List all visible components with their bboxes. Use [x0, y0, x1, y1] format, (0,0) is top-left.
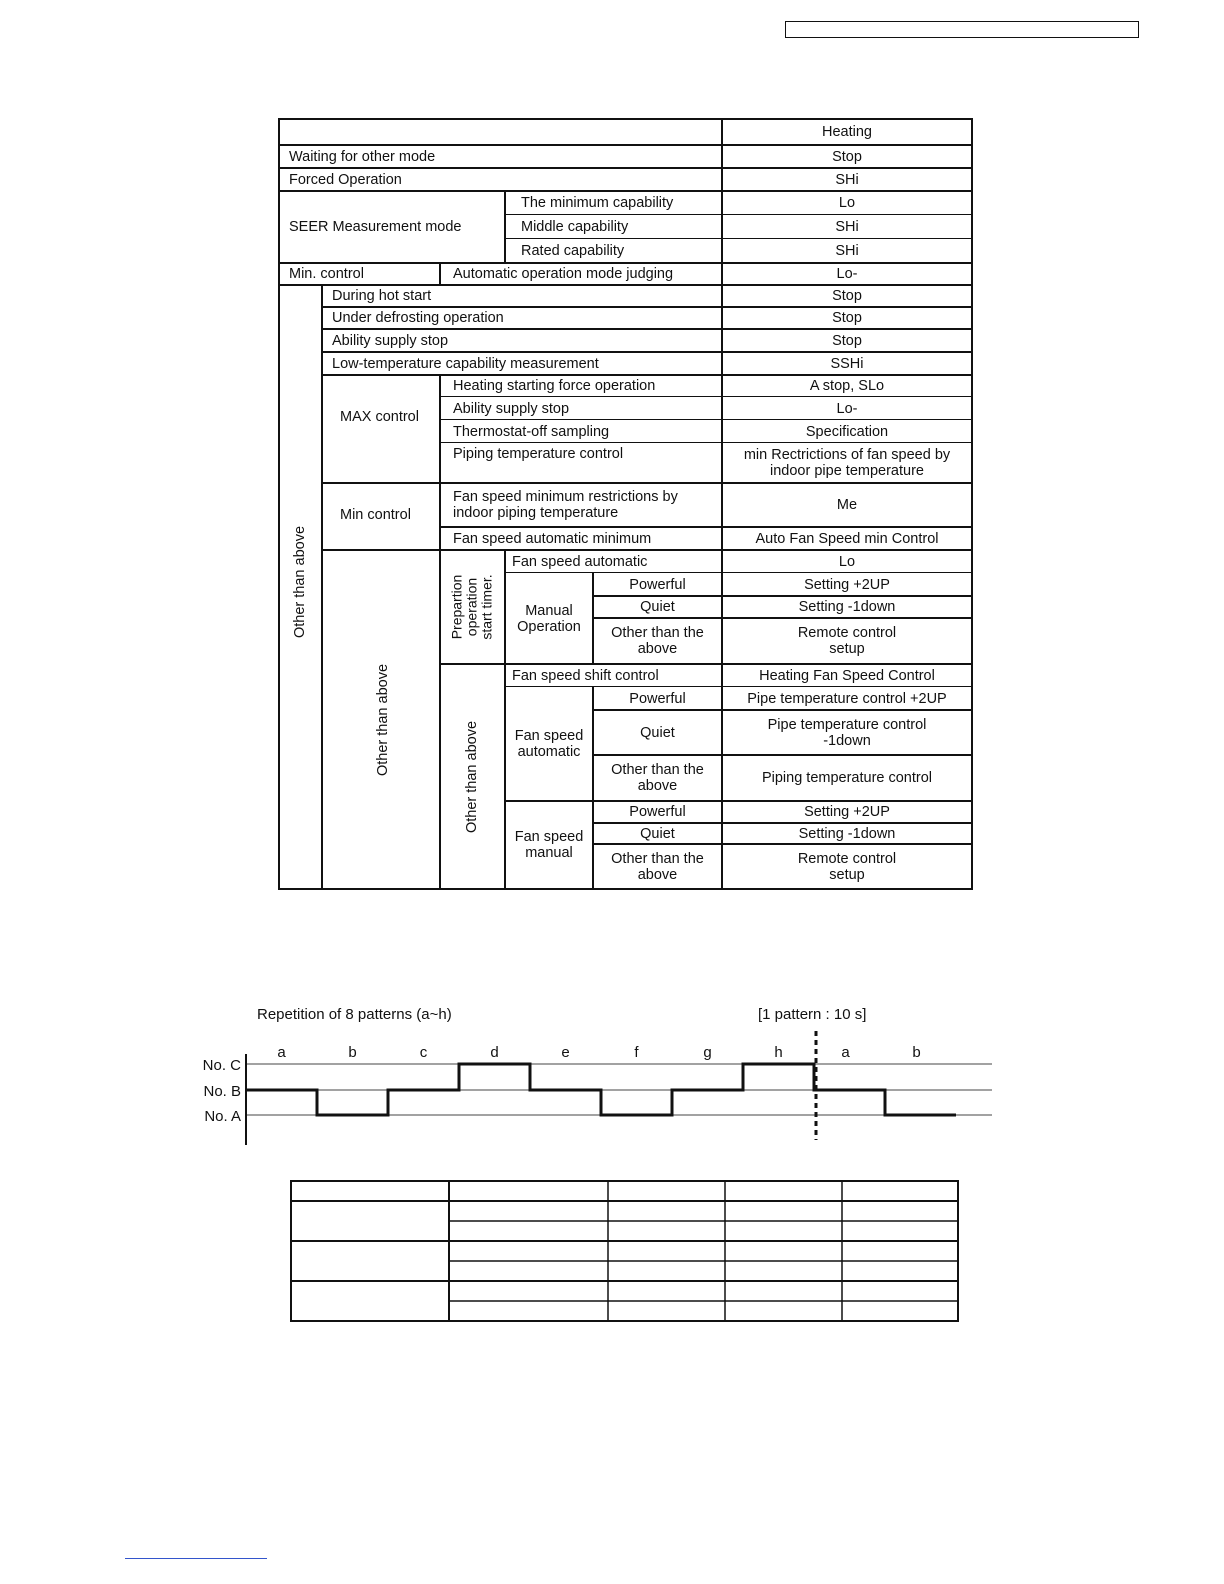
max-r4-value [722, 443, 972, 483]
grid-line [593, 617, 973, 619]
grid-line [322, 328, 973, 330]
prep-auto-value: Lo [838, 553, 856, 570]
heating-header: Heating [822, 124, 872, 140]
fmanual-other-label-line2: above [637, 866, 678, 883]
max-r1-value: A stop, SLo [809, 378, 885, 394]
ability-label: Ability supply stop [332, 332, 449, 349]
prep-other-value [722, 618, 972, 664]
pattern-label: d [490, 1044, 499, 1061]
grid-line [322, 549, 973, 551]
other2-label-vertical: Other than above [375, 663, 391, 777]
waveform-period: [1 pattern : 10 s] [758, 1006, 867, 1023]
fauto-label-line1: Fan speed [514, 728, 584, 744]
fmanual-other-value [722, 844, 972, 889]
prep-powerful-value: Setting +2UP [804, 576, 890, 593]
prep-quiet-value: Setting -1down [798, 599, 896, 615]
fmanual-other-label-line1: Other than the [611, 850, 704, 867]
prep-powerful-label: Powerful [629, 576, 686, 593]
grid-line [278, 167, 973, 169]
row-label-waiting: Waiting for other mode [289, 148, 436, 165]
prep-manual-label-line2: Operation [517, 618, 581, 635]
prep-auto-label: Fan speed automatic [512, 553, 648, 570]
grid-line [593, 595, 973, 597]
fmanual-label [505, 801, 593, 889]
lowtemp-label: Low-temperature capability measurement [332, 355, 599, 372]
pattern-label: g [703, 1044, 712, 1061]
other3-label-vertical: Other than above [464, 720, 480, 834]
fauto-quiet-value-line1: Pipe temperature control [767, 716, 927, 733]
prep-label-line3: start timer. [478, 574, 495, 640]
level-label: No. A [204, 1108, 241, 1125]
max-control-label: MAX control [340, 409, 419, 425]
max-r2-value: Lo- [836, 400, 858, 417]
max-r3-value: Specification [805, 423, 889, 440]
pattern-label: b [348, 1044, 357, 1061]
grid-line [504, 549, 506, 889]
seer-min-value: Lo [838, 195, 856, 211]
pattern-label: e [561, 1044, 570, 1061]
fauto-other-label [593, 755, 722, 801]
grid-line [440, 442, 973, 443]
prep-manual-label-line1: Manual [525, 602, 573, 619]
pattern-label: f [634, 1044, 639, 1061]
grid-line [440, 419, 973, 420]
fmanual-label-line1: Fan speed [514, 829, 584, 845]
grid-line [322, 306, 973, 308]
footer-link-line [125, 1558, 267, 1559]
pattern-label: c [419, 1044, 428, 1061]
row-value-forced: SHi [835, 171, 859, 188]
fmanual-other-value-line1: Remote control [797, 850, 897, 867]
prep-manual-label [505, 573, 593, 664]
grid-line [505, 800, 973, 802]
pattern-label: h [774, 1044, 783, 1061]
hotstart-value: Stop [832, 288, 862, 304]
min-r2-value: Auto Fan Speed min Control [755, 530, 939, 547]
minctrl-label: Min. control [289, 266, 364, 282]
fmanual-other-label [593, 844, 722, 889]
grid-line [322, 374, 973, 376]
prep-label-vertical [450, 574, 495, 639]
max-r4-value-line1: min Rectrictions of fan speed by [743, 447, 951, 463]
prep-other-label [593, 618, 722, 664]
prep-label-line1: Prepartion [448, 574, 465, 640]
row-value-waiting: Stop [832, 148, 862, 165]
min-control-label: Min control [340, 507, 411, 523]
min-r1-value: Me [836, 497, 858, 513]
seer-middle-value: SHi [835, 219, 859, 235]
fmanual-quiet-label: Quiet [640, 825, 675, 842]
prep-other-label-line1: Other than the [611, 625, 704, 641]
fmanual-powerful-label: Powerful [629, 804, 686, 820]
fmanual-powerful-value: Setting +2UP [804, 804, 890, 820]
grid-line [278, 190, 973, 192]
grid-line [439, 374, 441, 889]
level-label: No. B [203, 1083, 241, 1100]
prep-other-value-line2: setup [829, 641, 865, 657]
max-r4-label: Piping temperature control [453, 446, 624, 462]
seer-label: SEER Measurement mode [289, 219, 462, 235]
grid-line [278, 118, 973, 120]
seer-rated-label: Rated capability [521, 243, 625, 259]
grid-line [439, 262, 441, 285]
grid-line [971, 118, 973, 890]
grid-line [505, 238, 973, 239]
prep-quiet-label: Quiet [640, 599, 675, 615]
grid-line [278, 118, 280, 890]
grid-line [593, 843, 973, 845]
other-label-vertical: Other than above [292, 525, 308, 639]
grid-line [440, 396, 973, 397]
grid-line [593, 709, 973, 711]
hotstart-label: During hot start [332, 288, 432, 304]
fauto-quiet-label: Quiet [640, 724, 675, 741]
fauto-powerful-value: Pipe temperature control +2UP [747, 690, 947, 707]
min-r2-label: Fan speed automatic minimum [453, 530, 652, 547]
max-r2-label: Ability supply stop [453, 400, 570, 417]
grid-line [440, 526, 973, 528]
grid-line [593, 754, 973, 756]
fmanual-other-value-line2: setup [829, 866, 865, 883]
pattern-label: a [277, 1044, 286, 1061]
prep-other-label-line2: above [637, 641, 678, 657]
lowtemp-value: SSHi [830, 355, 864, 372]
grid-line [322, 482, 973, 484]
fmanual-label-line2: manual [525, 845, 573, 861]
pattern-label: a [841, 1044, 850, 1061]
empty-table [0, 1175, 1224, 1325]
grid-line [721, 118, 723, 890]
fauto-quiet-value [722, 710, 972, 755]
fauto-powerful-label: Powerful [629, 690, 686, 707]
fauto-other-label-line1: Other than the [611, 762, 704, 778]
grid-line [592, 686, 594, 889]
fauto-quiet-value-line2: -1down [823, 732, 871, 749]
grid-line [278, 144, 973, 146]
max-r1-label: Heating starting force operation [453, 378, 656, 394]
fmanual-quiet-value: Setting -1down [798, 825, 896, 842]
seer-min-label: The minimum capability [521, 195, 674, 211]
fauto-other-label-line2: above [637, 778, 678, 794]
minctrl-value: Lo- [836, 266, 858, 282]
grid-line [278, 888, 973, 890]
fauto-label-line2: automatic [517, 744, 581, 760]
ability-value: Stop [832, 332, 862, 349]
fauto-other-value: Piping temperature control [761, 770, 933, 786]
grid-line [593, 822, 973, 824]
min-r1-label [440, 483, 722, 527]
grid-line [505, 572, 973, 573]
grid-line [278, 284, 973, 286]
row-label-forced: Forced Operation [289, 171, 402, 188]
waveform-title: Repetition of 8 patterns (a~h) [257, 1006, 452, 1023]
grid-line [278, 262, 973, 264]
grid-line [505, 686, 973, 687]
seer-rated-value: SHi [835, 243, 859, 259]
min-r1-label-line2: indoor piping temperature [453, 505, 619, 521]
shift-value: Heating Fan Speed Control [759, 667, 935, 684]
grid-line [322, 351, 973, 353]
min-r1-label-line1: Fan speed minimum restrictions by [453, 489, 678, 505]
defrost-value: Stop [832, 310, 862, 326]
shift-label: Fan speed shift control [512, 667, 659, 684]
minctrl-sub: Automatic operation mode judging [453, 266, 674, 282]
prep-other-value-line1: Remote control [797, 625, 897, 641]
fauto-label [505, 687, 593, 801]
grid-line [440, 663, 973, 665]
grid-line [504, 190, 506, 263]
level-label: No. C [202, 1057, 241, 1074]
header-box [785, 21, 1139, 38]
grid-line [505, 214, 973, 215]
seer-middle-label: Middle capability [521, 219, 629, 235]
defrost-label: Under defrosting operation [332, 310, 504, 326]
pattern-label: b [912, 1044, 921, 1061]
max-r3-label: Thermostat-off sampling [453, 423, 610, 440]
max-r4-value-line2: indoor pipe temperature [770, 463, 924, 479]
prep-label-line2: operation [463, 577, 480, 637]
